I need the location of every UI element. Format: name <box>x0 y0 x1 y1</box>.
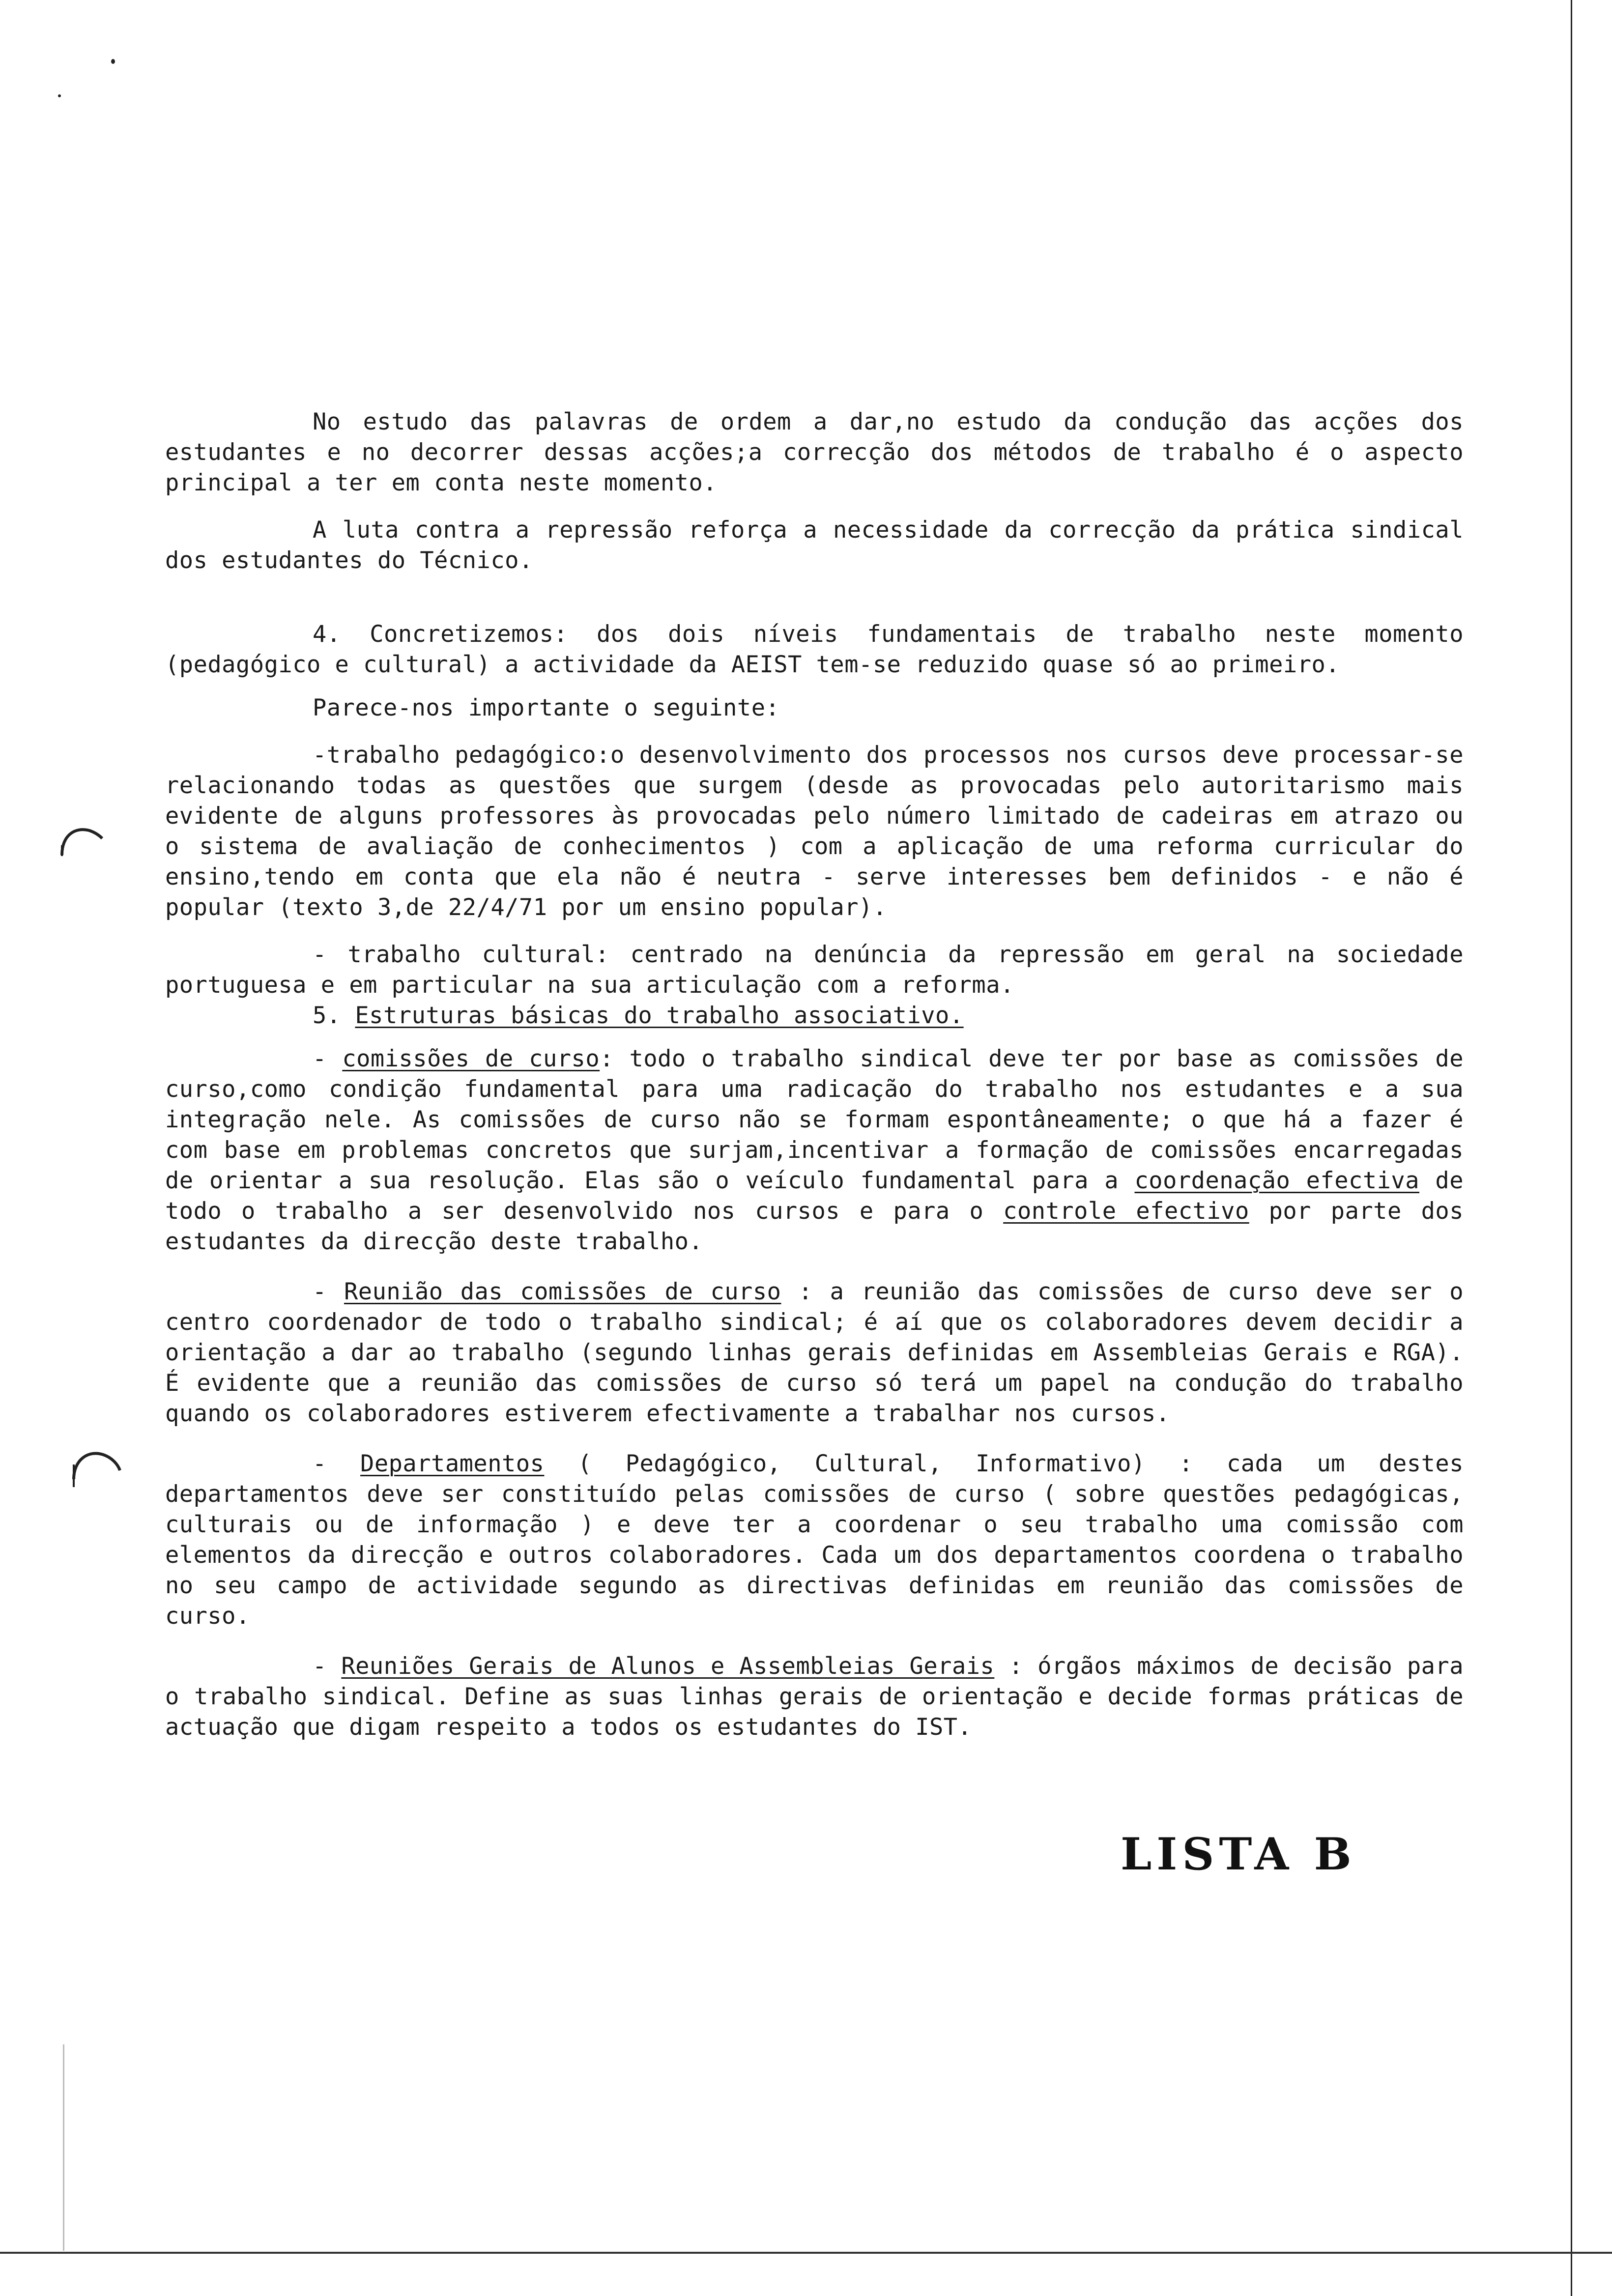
item-term: Reuniões Gerais de Alunos e Assembleias Gerais <box>341 1653 995 1680</box>
item-term: controle efectivo <box>1003 1198 1249 1225</box>
paragraph: A luta contra a repressão reforça a necessidade da correcção da prática sindical dos estudantes do Técnico. <box>165 517 1464 574</box>
document-body <box>165 407 1464 1743</box>
item-text: ( Pedagógico, Cultural, Informativo) : cada um destes departamentos deve ser constituído pelas comissões de curso ( sobre questões pedagógicas, culturais ou de informação ) e deve ter a coordenar o seu trabalho uma comissão com elementos da direcção e outros colaboradores. Cada um dos departamentos coordena o trabalho no seu campo de actividade segundo as directivas definidas em reunião das comissões de curso. <box>165 1450 1464 1630</box>
hole-punch-mark-icon <box>69 1445 128 1489</box>
item-dash: - <box>313 1045 343 1072</box>
item-dash: - <box>313 1653 342 1680</box>
list-item <box>165 1651 1464 1743</box>
item-text: por parte dos estudantes da direcção deste trabalho. <box>165 1198 1464 1255</box>
item-text: : órgãos máximos de decisão para o trabalho sindical. Define as suas linhas gerais de orientação e decide formas práticas de actuação que digam respeito a todos os estudantes do IST. <box>165 1653 1464 1741</box>
item-text: de todo o trabalho a ser desenvolvido nos cursos e para o <box>165 1167 1464 1225</box>
item-dash: - <box>313 1450 361 1477</box>
paragraph: Parece-nos importante o seguinte: <box>313 694 780 721</box>
scan-speck <box>58 94 61 97</box>
item-term: Departamentos <box>360 1450 545 1477</box>
item-term: Reunião das comissões de curso <box>344 1278 781 1305</box>
item-term: comissões de curso <box>342 1045 600 1072</box>
scan-speck <box>111 59 115 64</box>
page-edge-left <box>63 2044 64 2251</box>
paragraph: No estudo das palavras de ordem a dar,no estudo da condução das acções dos estudantes e no decorrer dessas acções;a correcção dos métodos de trabalho é o aspecto principal a ter em conta neste momento. <box>165 408 1464 496</box>
list-stamp: LISTA B <box>1121 1828 1356 1880</box>
hole-punch-mark-icon <box>55 816 114 860</box>
page-edge-bottom <box>0 2252 1612 2254</box>
section-title: Estruturas básicas do trabalho associativo. <box>355 1002 964 1029</box>
list-item <box>165 1277 1464 1429</box>
section-heading <box>165 1001 1464 1031</box>
paragraph: 4. Concretizemos: dos dois níveis fundamentais de trabalho neste momento (pedagógico e cultural) a actividade da AEIST tem-se reduzido quase só ao primeiro. <box>165 621 1464 678</box>
item-term: coordenação efectiva <box>1134 1167 1420 1194</box>
section-number: 5. <box>313 1002 341 1029</box>
item-text: : todo o trabalho sindical deve ter por base as comissões de curso,como condição fundamental para uma radicação do trabalho nos estudantes e a sua integração nele. As comissões de curso não se formam espontâneamente; o que há a fazer é com base em problemas concretos que surjam,incentivar a formação de comissões encarregadas de orientar a sua resolução. Elas são o veículo fundamental para a <box>165 1045 1464 1194</box>
paragraph: - trabalho cultural: centrado na denúncia da repressão em geral na sociedade portuguesa e em particular na sua articulação com a reforma. <box>165 941 1464 999</box>
page-edge-right <box>1571 0 1572 2296</box>
list-item <box>165 1044 1464 1257</box>
list-item <box>165 1449 1464 1632</box>
paragraph: -trabalho pedagógico:o desenvolvimento dos processos nos cursos deve processar-se relacionando todas as questões que surgem (desde as provocadas pelo autoritarismo mais evidente de alguns professores às provocadas pelo número limitado de cadeiras em atrazo ou o sistema de avaliação de conhecimentos ) com a aplicação de uma reforma curricular do ensino,tendo em conta que ela não é neutra - serve interesses bem definidos - e não é popular (texto 3,de 22/4/71 por um ensino popular). <box>165 742 1464 921</box>
item-dash: - <box>313 1278 344 1305</box>
item-text: : a reunião das comissões de curso deve ser o centro coordenador de todo o trabalho sindical; é aí que os colaboradores devem decidir a orientação a dar ao trabalho (segundo linhas gerais definidas em Assembleias Gerais e RGA). É evidente que a reunião das comissões de curso só terá um papel na condução do trabalho quando os colaboradores estiverem efectivamente a trabalhar nos cursos. <box>165 1278 1464 1427</box>
